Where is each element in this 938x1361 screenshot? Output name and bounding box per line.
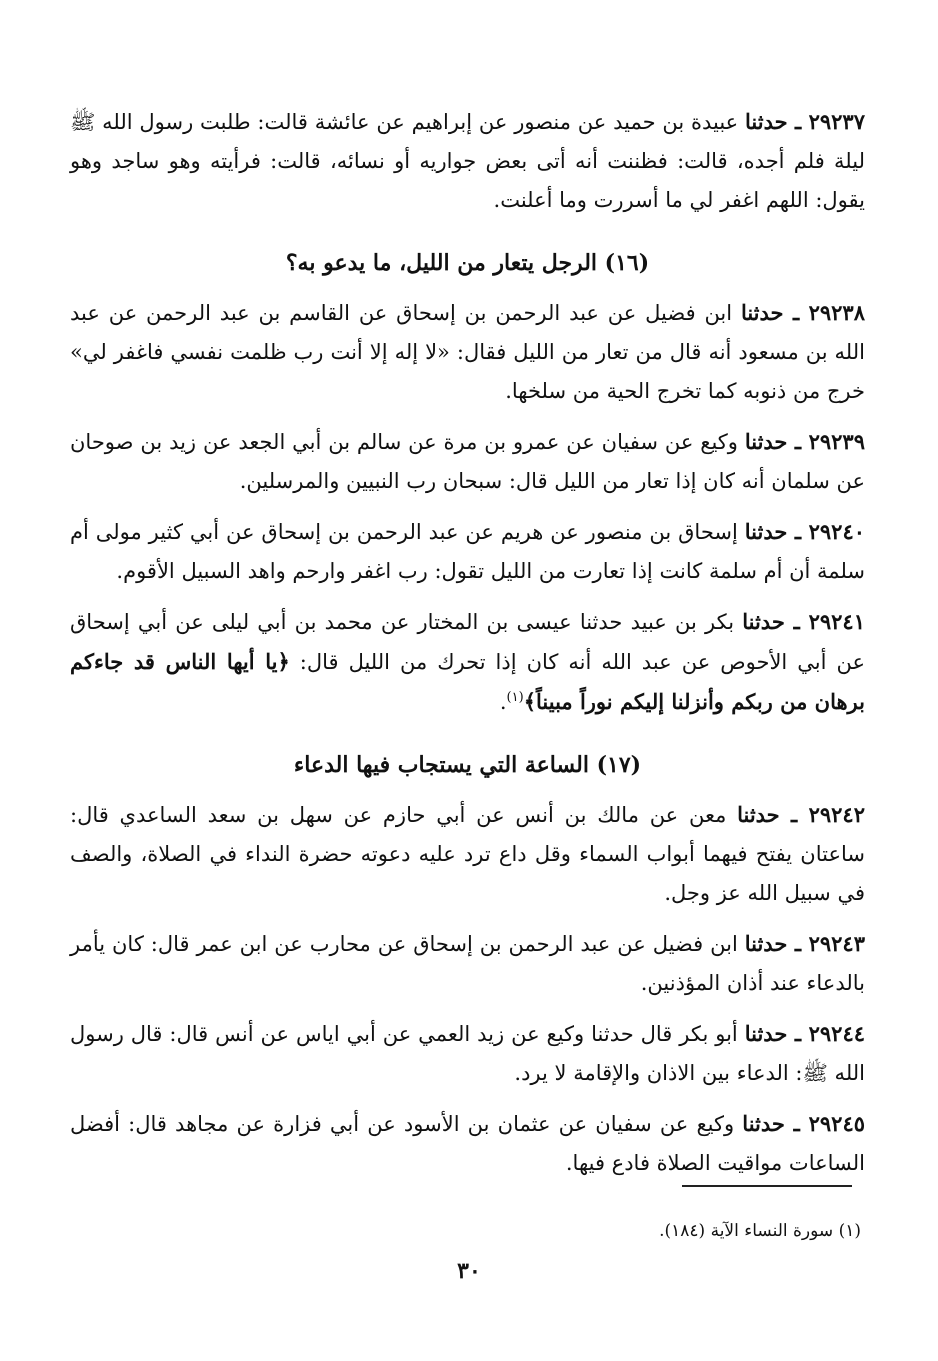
footnote-divider: [682, 1185, 852, 1187]
hadith-text: معن عن مالك بن أنس عن أبي حازم عن سهل بن سعد الساعدي قال: ساعتان يفتح فيهما أبواب السماء وقل داع ترد عليه دعوته حضرة النداء في الصلاة، والصف في سبيل الله عز وجل.: [70, 803, 865, 905]
hadith-number: ٢٩٢٤٠ ـ حدثنا: [744, 519, 866, 544]
hadith-text: عبيدة بن حميد عن منصور عن إبراهيم عن عائشة قالت: طلبت رسول الله ﷺ ليلة فلم أجده، قالت: فظننت أنه أتى بعض جواريه أو نسائه، قالت: فرأيته وهو ساجد وهو يقول: اللهم اغفر لي ما أسررت وما أعلنت.: [70, 110, 865, 212]
footnote-marker: (١): [506, 690, 524, 705]
section-heading-17: (١٧) الساعة التي يستجاب فيها الدعاء: [293, 752, 642, 778]
hadith-29244: [70, 1014, 865, 1093]
hadith-number: ٢٩٢٣٨ ـ حدثنا: [740, 300, 865, 325]
hadith-tail: .: [499, 690, 507, 714]
hadith-29239: [70, 422, 865, 501]
page-body: [70, 102, 865, 1194]
hadith-29243: [70, 924, 865, 1003]
page-number: ٣٠: [457, 1258, 481, 1284]
hadith-text: وكيع عن سفيان عن عثمان بن الأسود عن أبي فزارة عن مجاهد قال: أفضل الساعات مواقيت الصلاة فادع فيها.: [70, 1112, 865, 1175]
hadith-29242: [70, 795, 865, 913]
hadith-29241: [70, 602, 865, 722]
hadith-number: ٢٩٢٣٩ ـ حدثنا: [744, 429, 865, 454]
hadith-number: ٢٩٢٤١ ـ حدثنا: [742, 609, 865, 634]
hadith-29237: [70, 102, 865, 220]
hadith-text: بكر بن عبيد حدثنا عيسى بن المختار عن محمد بن أبي ليلى عن أبي إسحاق عن أبي الأحوص عن عبد الله أنه كان إذا تحرك من الليل قال:: [70, 610, 865, 674]
hadith-29240: [70, 512, 865, 591]
hadith-text: أبو بكر قال حدثنا وكيع عن زيد العمي عن أبي اياس عن أنس قال: قال رسول الله ﷺ: الدعاء بين الاذان والإقامة لا يرد.: [70, 1022, 865, 1085]
section-heading-16: (١٦) الرجل يتعار من الليل، ما يدعو به؟: [285, 250, 650, 276]
hadith-text: ابن فضيل عن عبد الرحمن بن إسحاق عن محارب عن ابن عمر قال: كان يأمر بالدعاء عند أذان المؤذنين.: [70, 932, 865, 995]
hadith-text: إسحاق بن منصور عن هريم عن عبد الرحمن بن إسحاق عن أبي كثير مولى أم سلمة أن أم سلمة كانت إذا تعارت من الليل تقول: رب اغفر وارحم واهد السبيل الأقوم.: [70, 520, 865, 583]
footnote: (١) سورة النساء الآية (١٨٤).: [659, 1221, 861, 1241]
hadith-29238: [70, 293, 865, 411]
hadith-number: ٢٩٢٤٤ ـ حدثنا: [744, 1021, 866, 1046]
hadith-29245: [70, 1104, 865, 1183]
hadith-number: ٢٩٢٤٣ ـ حدثنا: [744, 931, 865, 956]
hadith-text: ابن فضيل عن عبد الرحمن بن إسحاق عن القاسم بن عبد الرحمن عن عبد الله بن مسعود أنه قال من تعار من الليل فقال: «لا إله إلا أنت رب ظلمت نفسي فاغفر لي» خرج من ذنوبه كما تخرج الحية من سلخها.: [70, 301, 865, 403]
hadith-number: ٢٩٢٣٧ ـ حدثنا: [745, 109, 865, 134]
quran-quote: ﴿يا أيها الناس قد جاءكم برهان من ربكم وأنزلنا إليكم نوراً مبيناً﴾: [70, 649, 865, 714]
hadith-text: وكيع عن سفيان عن عمرو بن مرة عن سالم بن أبي الجعد عن زيد بن صوحان عن سلمان أنه كان إذا تعار من الليل قال: سبحان رب النبيين والمرسلين.: [70, 430, 865, 493]
hadith-number: ٢٩٢٤٢ ـ حدثنا: [737, 802, 865, 827]
hadith-number: ٢٩٢٤٥ ـ حدثنا: [742, 1111, 866, 1136]
